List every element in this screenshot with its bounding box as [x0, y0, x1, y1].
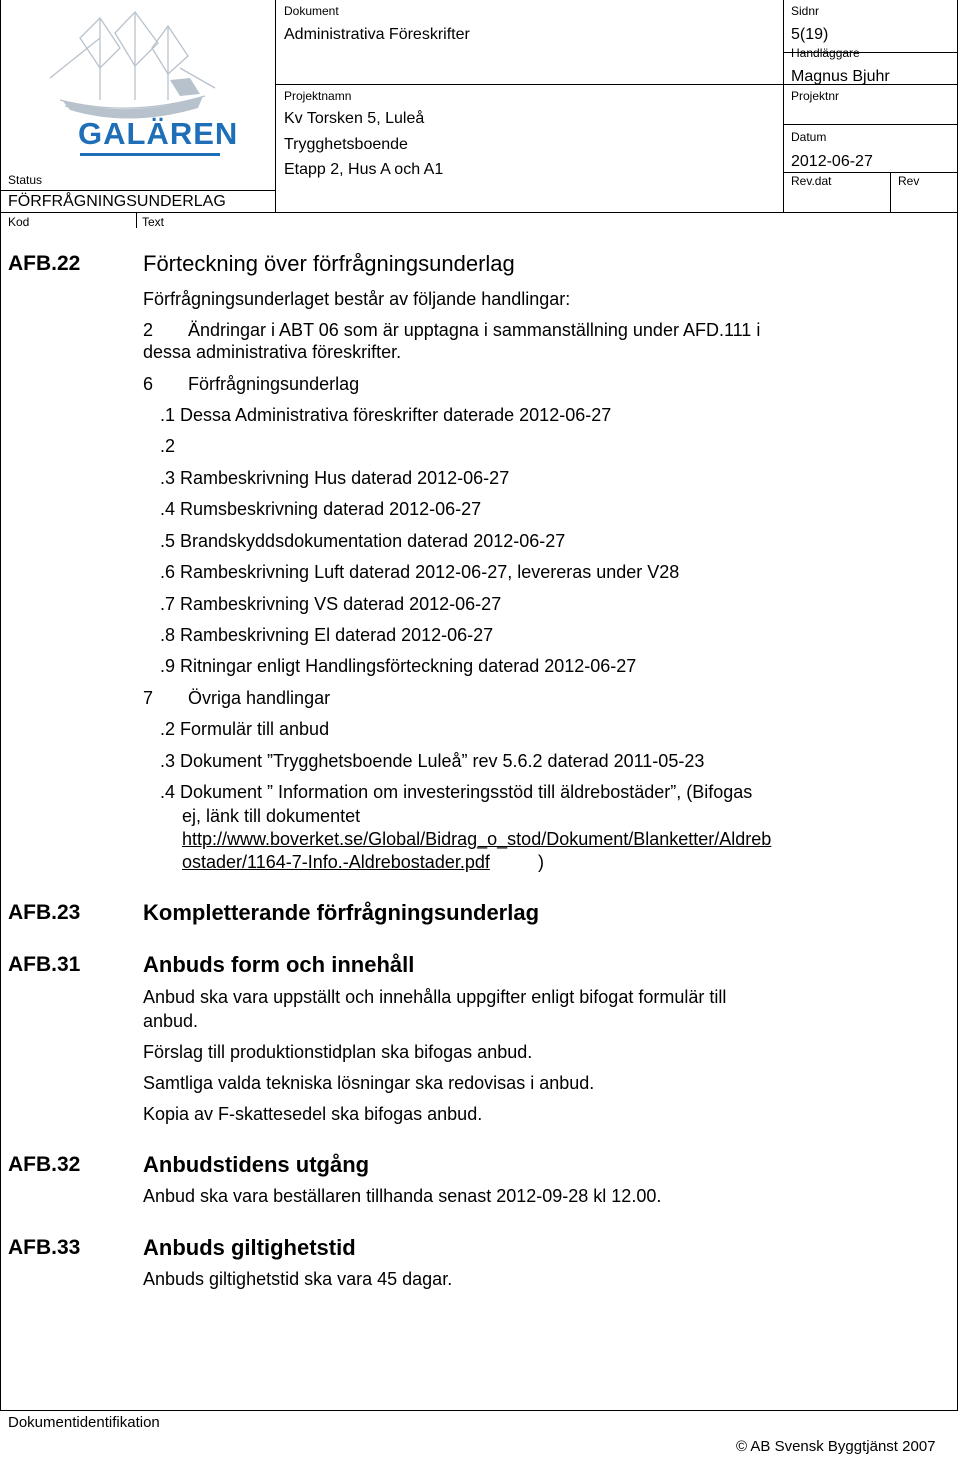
item-text: Förfrågningsunderlag — [188, 374, 360, 394]
item-number: 6 — [143, 374, 154, 394]
sub-item: .6 Rambeskrivning Luft daterad 2012-06-27, levereras under V28 — [160, 562, 680, 582]
ship-icon — [40, 8, 220, 128]
sub-item: .4 Dokument ” Information om investeringsstöd till äldrebostäder”, (Bifogas — [160, 782, 753, 802]
kod-label: Kod — [8, 215, 30, 229]
dokument-label: Dokument — [284, 4, 339, 18]
logo-wordmark: GALÄREN — [78, 116, 239, 151]
boverket-link[interactable]: http://www.boverket.se/Global/Bidrag_o_stod/Dokument/Blanketter/Aldreb — [182, 829, 772, 849]
section-code: AFB.31 — [8, 953, 81, 976]
projektnamn-line-2: Trygghetsboende — [284, 136, 408, 153]
intro-text: Förfrågningsunderlaget består av följande handlingar: — [143, 289, 571, 309]
status-value: FÖRFRÅGNINGSUNDERLAG — [8, 193, 226, 210]
rev-label: Rev — [898, 174, 920, 188]
sub-item: .3 Dokument ”Trygghetsboende Luleå” rev 5.6.2 daterad 2011-05-23 — [160, 751, 705, 771]
section-heading: Anbuds form och innehåll — [143, 952, 415, 977]
sub-item: .5 Brandskyddsdokumentation daterad 2012-06-27 — [160, 531, 566, 551]
sub-item: .4 Rumsbeskrivning daterad 2012-06-27 — [160, 499, 482, 519]
section-heading: Anbuds giltighetstid — [143, 1235, 356, 1260]
paragraph-cont: anbud. — [143, 1011, 199, 1031]
dokument-value: Administrativa Föreskrifter — [284, 26, 470, 43]
section-code: AFB.22 — [8, 252, 81, 275]
paragraph: Anbuds giltighetstid ska vara 45 dagar. — [143, 1269, 453, 1289]
item-number: 7 — [143, 688, 154, 708]
handlaggare-value: Magnus Bjuhr — [791, 68, 890, 85]
projektnamn-line-3: Etapp 2, Hus A och A1 — [284, 161, 444, 178]
section-code: AFB.32 — [8, 1153, 81, 1176]
section-heading: Kompletterande förfrågningsunderlag — [143, 900, 540, 925]
projektnamn-label: Projektnamn — [284, 89, 352, 103]
sub-item: .1 Dessa Administrativa föreskrifter daterade 2012-06-27 — [160, 405, 612, 425]
galaren-logo — [40, 8, 239, 168]
paragraph: Kopia av F-skattesedel ska bifogas anbud. — [143, 1104, 483, 1124]
section-code: AFB.23 — [8, 901, 81, 924]
datum-value: 2012-06-27 — [791, 153, 873, 170]
sub-item: .9 Ritningar enligt Handlingsförteckning daterad 2012-06-27 — [160, 656, 637, 676]
text-label: Text — [142, 215, 165, 229]
revdat-label: Rev.dat — [791, 174, 832, 188]
status-label: Status — [8, 173, 43, 187]
sidnr-value: 5(19) — [791, 26, 829, 43]
sub-item: .3 Rambeskrivning Hus daterad 2012-06-27 — [160, 468, 510, 488]
handlaggare-label: Handläggare — [791, 46, 860, 60]
boverket-link-cont[interactable]: ostader/1164-7-Info.-Aldrebostader.pdf — [182, 852, 490, 872]
doc-id-label: Dokumentidentifikation — [8, 1414, 160, 1431]
sub-item: .8 Rambeskrivning El daterad 2012-06-27 — [160, 625, 494, 645]
sub-item: .2 Formulär till anbud — [160, 719, 330, 739]
item-number: 2 — [143, 320, 154, 340]
paragraph: Anbud ska vara beställaren tillhanda senast 2012-09-28 kl 12.00. — [143, 1186, 662, 1206]
datum-label: Datum — [791, 130, 827, 144]
section-heading: Förteckning över förfrågningsunderlag — [143, 251, 515, 276]
sub-item: .2 — [160, 436, 176, 456]
item-text-cont: dessa administrativa föreskrifter. — [143, 342, 402, 362]
link-close-paren: ) — [538, 852, 544, 872]
section-code: AFB.33 — [8, 1236, 81, 1259]
paragraph: Samtliga valda tekniska lösningar ska redovisas i anbud. — [143, 1073, 595, 1093]
item-text: Övriga handlingar — [188, 688, 331, 708]
projektnamn-line-1: Kv Torsken 5, Luleå — [284, 110, 425, 127]
paragraph: Anbud ska vara uppställt och innehålla uppgifter enligt bifogat formulär till — [143, 987, 727, 1007]
sub-item-cont: ej, länk till dokumentet — [182, 806, 361, 826]
paragraph: Förslag till produktionstidplan ska bifogas anbud. — [143, 1042, 533, 1062]
copyright-text: © AB Svensk Byggtjänst 2007 — [736, 1438, 936, 1455]
item-text: Ändringar i ABT 06 som är upptagna i sammanställning under AFD.111 i — [188, 320, 761, 340]
section-heading: Anbudstidens utgång — [143, 1152, 370, 1177]
sub-item: .7 Rambeskrivning VS daterad 2012-06-27 — [160, 594, 502, 614]
sidnr-label: Sidnr — [791, 4, 820, 18]
projektnr-label: Projektnr — [791, 89, 840, 103]
